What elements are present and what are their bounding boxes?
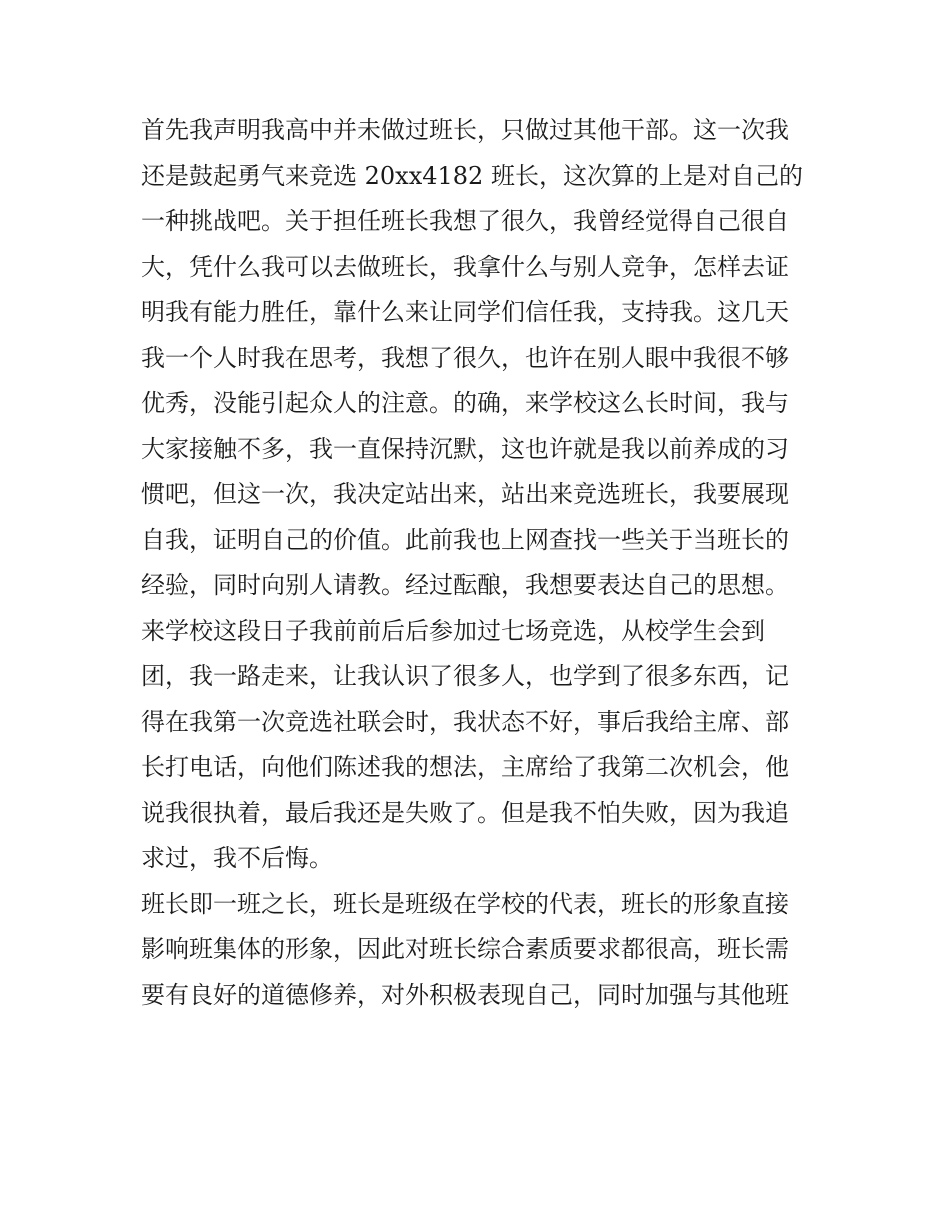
text-line: 一种挑战吧。关于担任班长我想了很久，我曾经觉得自己很自 — [141, 207, 789, 235]
text-line: 大家接触不多，我一直保持沉默，这也许就是我以前养成的习 — [141, 434, 789, 463]
text-line: 首先我声明我高中并未做过班长，只做过其他干部。这一次我 — [141, 116, 789, 144]
text-line: 经验，同时向别人请教。经过酝酿，我想要表达自己的思想。 — [141, 571, 789, 599]
text-line: 我一个人时我在思考，我想了很久，也许在别人眼中我很不够 — [141, 343, 789, 372]
body-text — [141, 108, 821, 1018]
text-line: 要有良好的道德修养，对外积极表现自己，同时加强与其他班 — [141, 980, 789, 1009]
text-line: 明我有能力胜任，靠什么来让同学们信任我，支持我。这几天 — [141, 298, 789, 326]
text-line: 长打电话，向他们陈述我的想法，主席给了我第二次机会，他 — [141, 753, 789, 781]
text-line: 大，凭什么我可以去做班长，我拿什么与别人竞争，怎样去证 — [141, 252, 789, 281]
text-line: 求过，我不后悔。 — [141, 844, 333, 872]
text-line: 自我，证明自己的价值。此前我也上网查找一些关于当班长的 — [141, 525, 789, 554]
text-line: 优秀，没能引起众人的注意。的确，来学校这么长时间，我与 — [141, 389, 789, 417]
text-line: 得在我第一次竞选社联会时，我状态不好，事后我给主席、部 — [141, 707, 789, 736]
text-line: 说我很执着，最后我还是失败了。但是我不怕失败，因为我追 — [141, 798, 789, 827]
text-line: 还是鼓起勇气来竞选 20xx4182 班长，这次算的上是对自己的 — [141, 161, 803, 190]
text-line: 影响班集体的形象，因此对班长综合素质要求都很高，班长需 — [141, 935, 789, 963]
text-line: 团，我一路走来，让我认识了很多人，也学到了很多东西，记 — [141, 662, 789, 690]
text-line: 惯吧，但这一次，我决定站出来，站出来竞选班长，我要展现 — [141, 480, 789, 508]
text-line: 来学校这段日子我前前后后参加过七场竞选，从校学生会到 — [141, 616, 765, 645]
text-line: 班长即一班之长，班长是班级在学校的代表，班长的形象直接 — [141, 889, 789, 918]
